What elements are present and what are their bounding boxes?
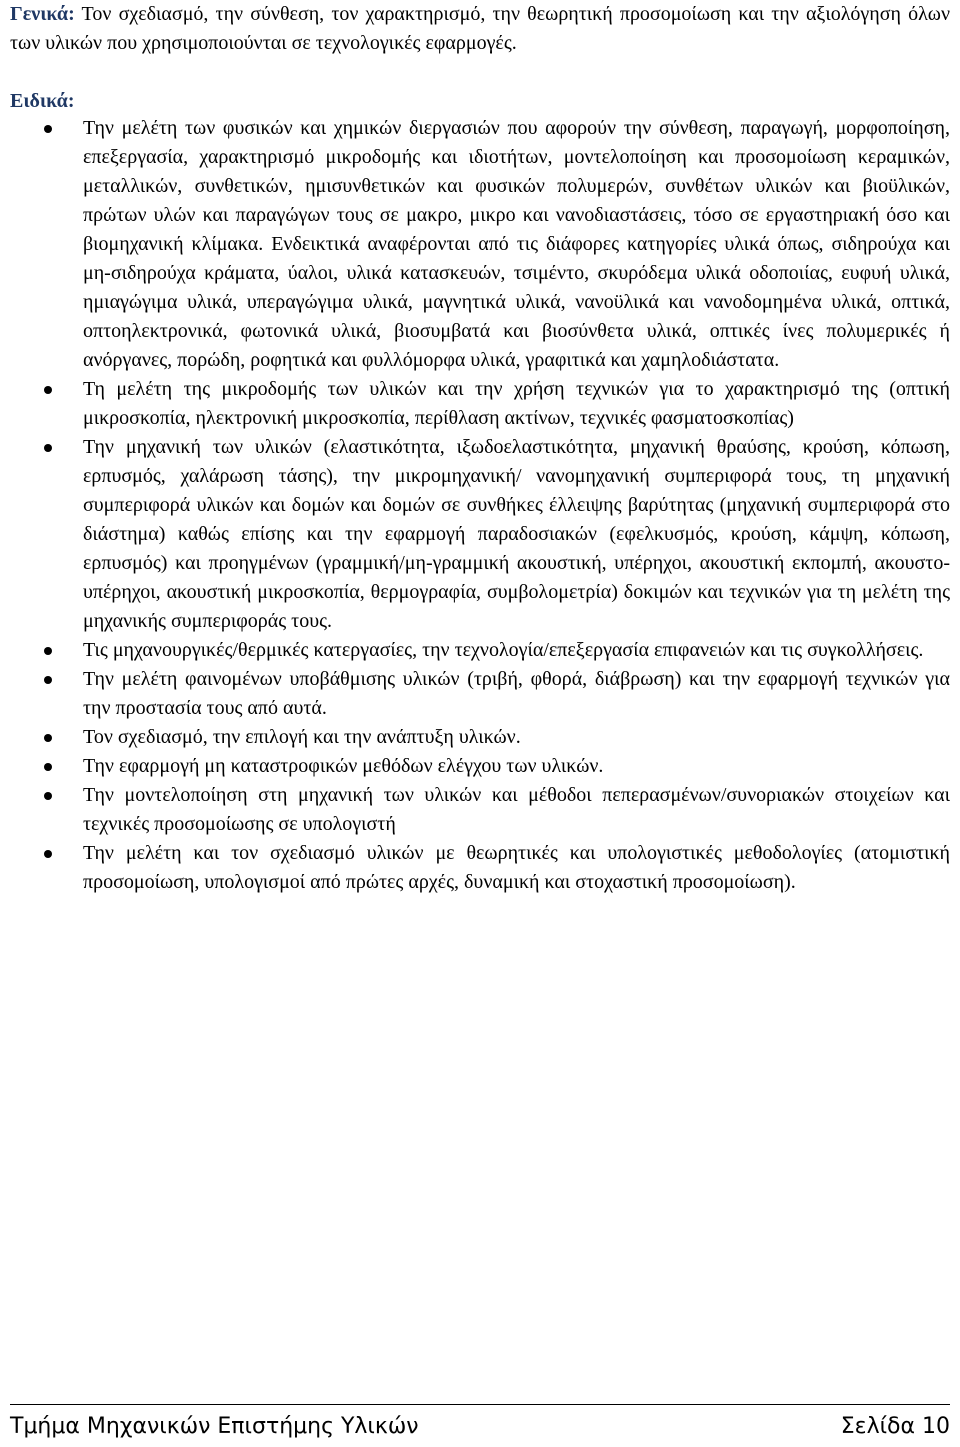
bullet-icon (44, 125, 52, 133)
list-item-text: Τη μελέτη της μικροδομής των υλικών και την χρήση τεχνικών για το χαρακτηρισμό της (οπτική μικροσκοπία, ηλεκτρονική μικροσκοπία, περίθλαση ακτίνων, τεχνικές φασματοσκοπίας) (83, 378, 950, 429)
list-item (0, 723, 950, 752)
general-text: Τον σχεδιασμό, την σύνθεση, τον χαρακτηρισμό, την θεωρητική προσομοίωση και την αξιολόγηση όλων των υλικών που χρησιμοποιούνται σε τεχνολογικές εφαρμογές. (10, 3, 950, 54)
list-item (0, 375, 950, 433)
list-item-text: Την μηχανική των υλικών (ελαστικότητα, ιξωδοελαστικότητα, μηχανική θραύσης, κρούση, κόπωση, ερπυσμός, χαλάρωση τάσης), την μικρομηχανική/ νανομηχανική συμπεριφορά τους, τη μηχανική συμπεριφορά υλικών και δομών και δομών σε συνθήκες έλλειψης βαρύτητας (μηχανική συμπεριφορά στο διάστημα) καθώς επίσης και την εφαρμογή παραδοσιακών (εφελκυσμός, κρούση, κάμψη, κόπωση, ερπυσμός) και προηγμένων (γραμμική/μη-γραμμική ακουστική, υπέρηχοι, ακουστική εκπομπή, ακουστο-υπέρηχοι, ακουστική μικροσκοπία, θερμογραφία, συμβολομετρία) δοκιμών και τεχνικών για τη μελέτη της μηχανικής συμπεριφοράς τους. (83, 436, 950, 632)
general-label: Γενικά: (10, 3, 75, 25)
list-item (0, 665, 950, 723)
list-item (0, 839, 950, 897)
list-item-text: Την εφαρμογή μη καταστροφικών μεθόδων ελέγχου των υλικών. (83, 755, 604, 777)
list-item-text: Τον σχεδιασμό, την επιλογή και την ανάπτυξη υλικών. (83, 726, 521, 748)
list-item (0, 752, 950, 781)
list-item (0, 781, 950, 839)
list-item (0, 636, 950, 665)
list-item (0, 114, 950, 375)
bullet-icon (44, 792, 52, 800)
specific-heading: Ειδικά: (10, 90, 75, 112)
bullet-icon (44, 647, 52, 655)
footer-department: Τμήμα Μηχανικών Επιστήμης Υλικών (10, 1414, 419, 1439)
list-item-text: Την μελέτη φαινομένων υποβάθμισης υλικών (τριβή, φθορά, διάβρωση) και την εφαρμογή τεχνικών για την προστασία τους από αυτά. (83, 668, 950, 719)
bullet-icon (44, 850, 52, 858)
list-item-text: Τις μηχανουργικές/θερμικές κατεργασίες, την τεχνολογία/επεξεργασία επιφανειών και τις συγκολλήσεις. (83, 639, 924, 661)
list-item (0, 433, 950, 636)
bullet-icon (44, 734, 52, 742)
bullet-icon (44, 444, 52, 452)
bullet-icon (44, 763, 52, 771)
list-item-text: Την μελέτη και τον σχεδιασμό υλικών με θεωρητικές και υπολογιστικές μεθοδολογίες (ατομιστική προσομοίωση, υπολογισμοί από πρώτες αρχές, δυναμική και στοχαστική προσομοίωση). (83, 842, 950, 893)
page-footer (10, 1410, 950, 1444)
list-item-text: Την μοντελοποίηση στη μηχανική των υλικών και μέθοδοι πεπερασμένων/συνοριακών στοιχείων και τεχνικές προσομοίωσης σε υπολογιστή (83, 784, 950, 835)
specific-list (0, 114, 950, 897)
general-paragraph (10, 0, 950, 58)
list-item-text: Την μελέτη των φυσικών και χημικών διεργασιών που αφορούν την σύνθεση, παραγωγή, μορφοποίηση, επεξεργασία, χαρακτηρισμό μικροδομής και ιδιοτήτων, μοντελοποίηση και προσομοίωση κεραμικών, μεταλλικών, συνθετικών, ημισυνθετικών και φυσικών πολυμερών, συνθέτων υλικών και βιοϋλικών, πρώτων υλών και παραγώγων τους σε μακρο, μικρο και νανοδιαστάσεις, τόσο σε εργαστηριακή όσο και βιομηχανική κλίμακα. Ενδεικτικά αναφέρονται από τις διάφορες κατηγορίες υλικά όπως, σιδηρούχα και μη-σιδηρούχα κράματα, ύαλοι, υλικά κατασκευών, τσιμέντο, σκυρόδεμα υλικά οδοποιίας, ευφυή υλικά, ημιαγώγιμα υλικά, υπεραγώγιμα υλικά, μαγνητικά υλικά, νανοϋλικά και νανοδομημένα υλικά, οπτικά, οπτοηλεκτρονικά, φωτονικά υλικά, βιοσυμβατά και βιοσύνθετα υλικά, οπτικές ίνες πολυμερικές ή ανόργανες, πορώδη, ροφητικά και φυλλόμορφα υλικά, γραφιτικά και χαμηλοδιάστατα. (83, 117, 950, 371)
bullet-icon (44, 386, 52, 394)
footer-divider (10, 1404, 950, 1405)
footer-page-number: Σελίδα 10 (840, 1414, 950, 1439)
bullet-icon (44, 676, 52, 684)
